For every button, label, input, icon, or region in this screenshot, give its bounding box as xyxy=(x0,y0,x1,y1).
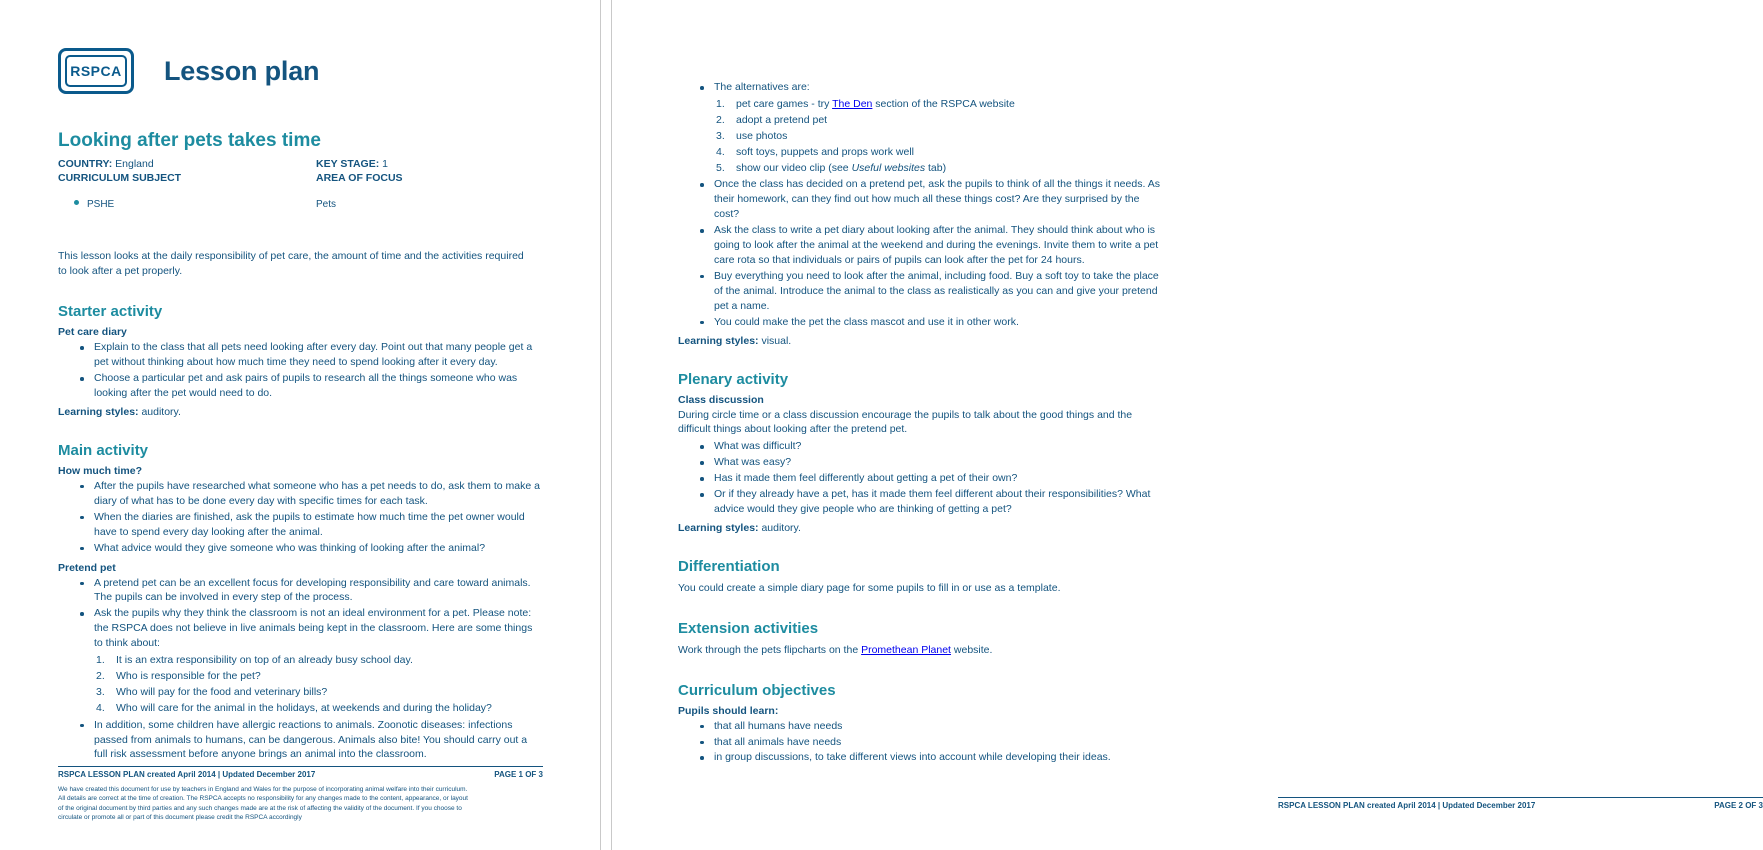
area-of-focus-value: Pets xyxy=(316,198,337,210)
main-numbered-list xyxy=(58,653,543,716)
footer-divider xyxy=(58,766,543,767)
document-header xyxy=(0,0,600,94)
list-item: In addition, some children have allergic reactions to animals. Zoonotic diseases: infections passed from animals to humans, can be dangerous. Animals also bite! You should carry out a full risk assessment before anyone brings an animal into the classroom. xyxy=(58,718,543,763)
curriculum-subject-value-wrap xyxy=(58,198,316,211)
alt-item-1-post: section of the RSPCA website xyxy=(872,97,1015,110)
main-subheading-how-much-time: How much time? xyxy=(58,464,143,477)
curriculum-objectives-heading: Curriculum objectives xyxy=(678,681,836,699)
list-item: After the pupils have researched what someone who has a pet needs to do, ask them to make a diary of what has to be done every day with specific times for each task. xyxy=(58,479,543,509)
list-item: What was difficult? xyxy=(678,439,1163,454)
list-item xyxy=(678,161,1163,176)
list-item: When the diaries are finished, ask the pupils to estimate how much time the pet owner would have to spend every day looking after the animal. xyxy=(58,510,543,540)
meta-country xyxy=(58,158,316,172)
list-item: You could make the pet the class mascot and use it in other work. xyxy=(678,315,1163,330)
meta-row-values xyxy=(58,198,538,211)
list-item: soft toys, puppets and props work well xyxy=(736,145,915,158)
list-item: Who is responsible for the pet? xyxy=(116,669,261,682)
list-item: that all animals have needs xyxy=(678,735,1163,750)
list-item: A pretend pet can be an excellent focus for developing responsibility and care toward animals. The pupils can be involved in every step of the process. xyxy=(58,576,543,606)
plenary-heading: Plenary activity xyxy=(678,370,789,388)
main-bullet-list-1 xyxy=(58,479,543,556)
footer-disclaimer: We have created this document for use by teachers in England and Wales for the purpose of incorporating animal welfare into their curriculum. All details are correct at the time of creation. The RSPCA accepts no responsibility for any changes made to the content, appearance, or layout of the original document by third parties and any such changes made are at the risk of affecting the validity of the document. If you choose to circulate or promote all or part of this document please credit the RSPCA accordingly xyxy=(58,786,468,821)
list-item: It is an extra responsibility on top of an already busy school day. xyxy=(116,654,413,667)
extension-text xyxy=(678,643,1158,658)
plenary-subheading: Class discussion xyxy=(678,393,764,406)
starter-activity-heading: Starter activity xyxy=(58,303,163,321)
footer-page-number: PAGE 2 OF 3 xyxy=(1714,801,1763,810)
rspca-logo-text: RSPCA xyxy=(70,63,122,79)
main-bullet-list-3 xyxy=(58,718,543,763)
alternatives-lead-list xyxy=(678,80,1163,95)
promethean-planet-link[interactable]: Promethean Planet xyxy=(861,643,951,656)
starter-learning-styles-value: auditory. xyxy=(141,405,181,418)
starter-learning-styles-label: Learning styles: xyxy=(58,405,139,418)
differentiation-text: You could create a simple diary page for some pupils to fill in or use as a template. xyxy=(678,581,1061,594)
alternatives-numbered-list xyxy=(678,97,1163,176)
list-item: Who will care for the animal in the holidays, at weekends and during the holiday? xyxy=(116,701,492,714)
main-subheading-pretend-pet: Pretend pet xyxy=(58,561,116,574)
list-item: use photos xyxy=(736,129,788,142)
list-item: Ask the pupils why they think the classroom is not an ideal environment for a pet. Please note: the RSPCA does not believe in live animals being kept in the classroom. Here are some things to think about: xyxy=(58,606,543,651)
curriculum-subheading: Pupils should learn: xyxy=(678,704,779,717)
list-item: Who will pay for the food and veterinary bills? xyxy=(116,685,328,698)
intro-paragraph: This lesson looks at the daily responsibility of pet care, the amount of time and the activities required to look after a pet properly. xyxy=(58,249,524,278)
list-item: that all humans have needs xyxy=(678,719,1163,734)
starter-bullet-list xyxy=(58,340,543,401)
starter-subheading: Pet care diary xyxy=(58,326,127,339)
plenary-list-wrap xyxy=(678,439,1163,517)
country-label: COUNTRY: xyxy=(58,158,113,170)
page-1 xyxy=(0,0,600,850)
extension-text-pre: Work through the pets flipcharts on the xyxy=(678,643,862,656)
lesson-title: Looking after pets takes time xyxy=(58,130,321,151)
page-1-footer xyxy=(58,766,543,822)
page-2-footer xyxy=(1278,797,1763,810)
footer-row xyxy=(1278,801,1763,810)
list-item: Ask the class to write a pet diary about looking after the animal. They should think about who is going to look after the animal at the weekend and during the evenings. Invite them to write a pet care rota so that individuals or pairs of pupils can look after the pet for 24 hours. xyxy=(678,223,1163,268)
list-item: adopt a pretend pet xyxy=(736,113,828,126)
page-2 xyxy=(612,0,1763,850)
main-continued-ls-label: Learning styles: xyxy=(678,334,759,347)
alt-item-1-pre: pet care games - try xyxy=(736,97,833,110)
key-stage-label: KEY STAGE: xyxy=(316,158,380,170)
footer-row xyxy=(58,770,543,779)
bullet-dot-icon xyxy=(74,200,79,205)
country-value: England xyxy=(115,158,154,170)
main-continued-bullets xyxy=(678,177,1163,329)
footer-left-text: RSPCA LESSON PLAN created April 2014 | Updated December 2017 xyxy=(1278,801,1536,810)
list-item: Has it made them feel differently about getting a pet of their own? xyxy=(678,471,1163,486)
curriculum-subject-label: CURRICULUM SUBJECT xyxy=(58,171,182,184)
alt-item-5-pre: show our video clip (see xyxy=(736,161,852,174)
main-bullet-list-wrap-1 xyxy=(58,479,543,556)
useful-websites-italic: Useful websites xyxy=(851,161,926,174)
curriculum-bullet-list xyxy=(678,719,1163,766)
main-activity-heading: Main activity xyxy=(58,441,149,459)
page-gutter xyxy=(600,0,612,850)
alternatives-list-wrap xyxy=(678,80,1163,330)
list-item: The alternatives are: xyxy=(678,80,1163,95)
curriculum-subject-value: PSHE xyxy=(87,198,115,210)
rspca-logo xyxy=(58,48,134,94)
area-of-focus-label: AREA OF FOCUS xyxy=(316,171,403,184)
main-bullet-list-2 xyxy=(58,576,543,652)
list-item: Explain to the class that all pets need looking after every day. Point out that many people get a pet without thinking about how much time they need to spend looking after it every day. xyxy=(58,340,543,370)
list-item xyxy=(678,97,1163,112)
starter-learning-styles xyxy=(58,406,600,418)
plenary-intro: During circle time or a class discussion encourage the pupils to talk about the good things and the difficult things about looking after the pretend pet. xyxy=(678,408,1133,436)
list-item: Or if they already have a pet, has it made them feel different about their responsibilities? What advice would they give people who are thinking of getting a pet? xyxy=(678,487,1163,517)
extension-text-post: website. xyxy=(950,643,993,656)
meta-key-stage xyxy=(316,158,536,172)
plenary-ls-label: Learning styles: xyxy=(678,521,759,534)
the-den-link[interactable]: The Den xyxy=(832,97,873,110)
meta-row-subject xyxy=(58,172,538,186)
plenary-ls-value: auditory. xyxy=(761,521,801,534)
list-item: What advice would they give someone who was thinking of looking after the animal? xyxy=(58,541,543,556)
meta-row-country xyxy=(58,158,538,172)
main-bullet-list-wrap-2 xyxy=(58,576,543,763)
rspca-logo-inner xyxy=(65,55,127,87)
list-item: in group discussions, to take different views into account while developing their ideas. xyxy=(678,750,1163,765)
differentiation-heading: Differentiation xyxy=(678,557,780,575)
key-stage-value: 1 xyxy=(382,158,388,170)
footer-page-number: PAGE 1 OF 3 xyxy=(494,770,543,780)
lesson-meta xyxy=(58,158,538,211)
list-item: Buy everything you need to look after the animal, including food. Buy a soft toy to take the place of the animal. Introduce the animal to the class as realistically as you can and give your pretend pet a name. xyxy=(678,269,1163,314)
plenary-learning-styles xyxy=(678,522,1170,534)
plenary-bullet-list xyxy=(678,439,1163,517)
list-item: Once the class has decided on a pretend pet, ask the pupils to think of all the things it needs. As their homework, can they find out how much all these things cost? Are they surprised by the cost? xyxy=(678,177,1163,222)
page-title: Lesson plan xyxy=(164,55,320,86)
extension-heading: Extension activities xyxy=(678,619,819,637)
starter-bullet-list-wrap xyxy=(58,340,543,401)
alt-item-5-post: tab) xyxy=(925,161,947,174)
footer-divider xyxy=(1278,797,1763,798)
list-item: What was easy? xyxy=(678,455,1163,470)
curriculum-list-wrap xyxy=(678,719,1163,766)
main-continued-ls-value: visual. xyxy=(761,334,792,347)
footer-left-text: RSPCA LESSON PLAN created April 2014 | Updated December 2017 xyxy=(58,770,316,780)
list-item: Choose a particular pet and ask pairs of pupils to research all the things someone who was looking after the pet would need to do. xyxy=(58,371,543,401)
main-continued-learning-styles xyxy=(678,335,1170,347)
